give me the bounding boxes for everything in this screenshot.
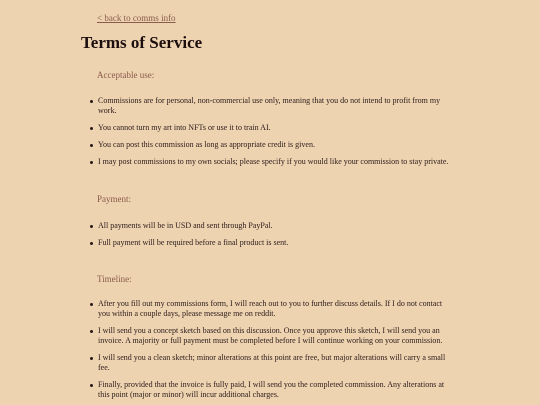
list-item: Full payment will be required before a final product is sent. <box>90 238 455 248</box>
list-item: Commissions are for personal, non-commercial use only, meaning that you do not intend to profit from my work. <box>90 96 455 116</box>
page-title: Terms of Service <box>81 33 203 52</box>
payment-list <box>90 221 455 255</box>
list-item: All payments will be in USD and sent through PayPal. <box>90 221 455 231</box>
section-heading-acceptable-use: Acceptable use: <box>97 70 155 80</box>
section-heading-payment: Payment: <box>97 194 131 204</box>
timeline-list <box>90 299 455 405</box>
list-item: Finally, provided that the invoice is fully paid, I will send you the completed commission. Any alterations at this point (major or minor) will incur additional charges. <box>90 380 455 400</box>
acceptable-use-list <box>90 96 455 174</box>
list-item: I will send you a clean sketch; minor alterations at this point are free, but major alterations will carry a small fee. <box>90 353 455 373</box>
list-item: You cannot turn my art into NFTs or use it to train AI. <box>90 123 455 133</box>
list-item: I will send you a concept sketch based on this discussion. Once you approve this sketch, I will send you an invoice. A majority or full payment must be completed before I will continue working on your commission. <box>90 326 455 346</box>
list-item: I may post commissions to my own socials; please specify if you would like your commission to stay private. <box>90 157 455 167</box>
back-to-comms-link[interactable]: < back to comms info <box>97 13 176 23</box>
list-item: After you fill out my commissions form, I will reach out to you to further discuss details. If I do not contact you within a couple days, please message me on reddit. <box>90 299 455 319</box>
section-heading-timeline: Timeline: <box>97 274 132 284</box>
list-item: You can post this commission as long as appropriate credit is given. <box>90 140 455 150</box>
